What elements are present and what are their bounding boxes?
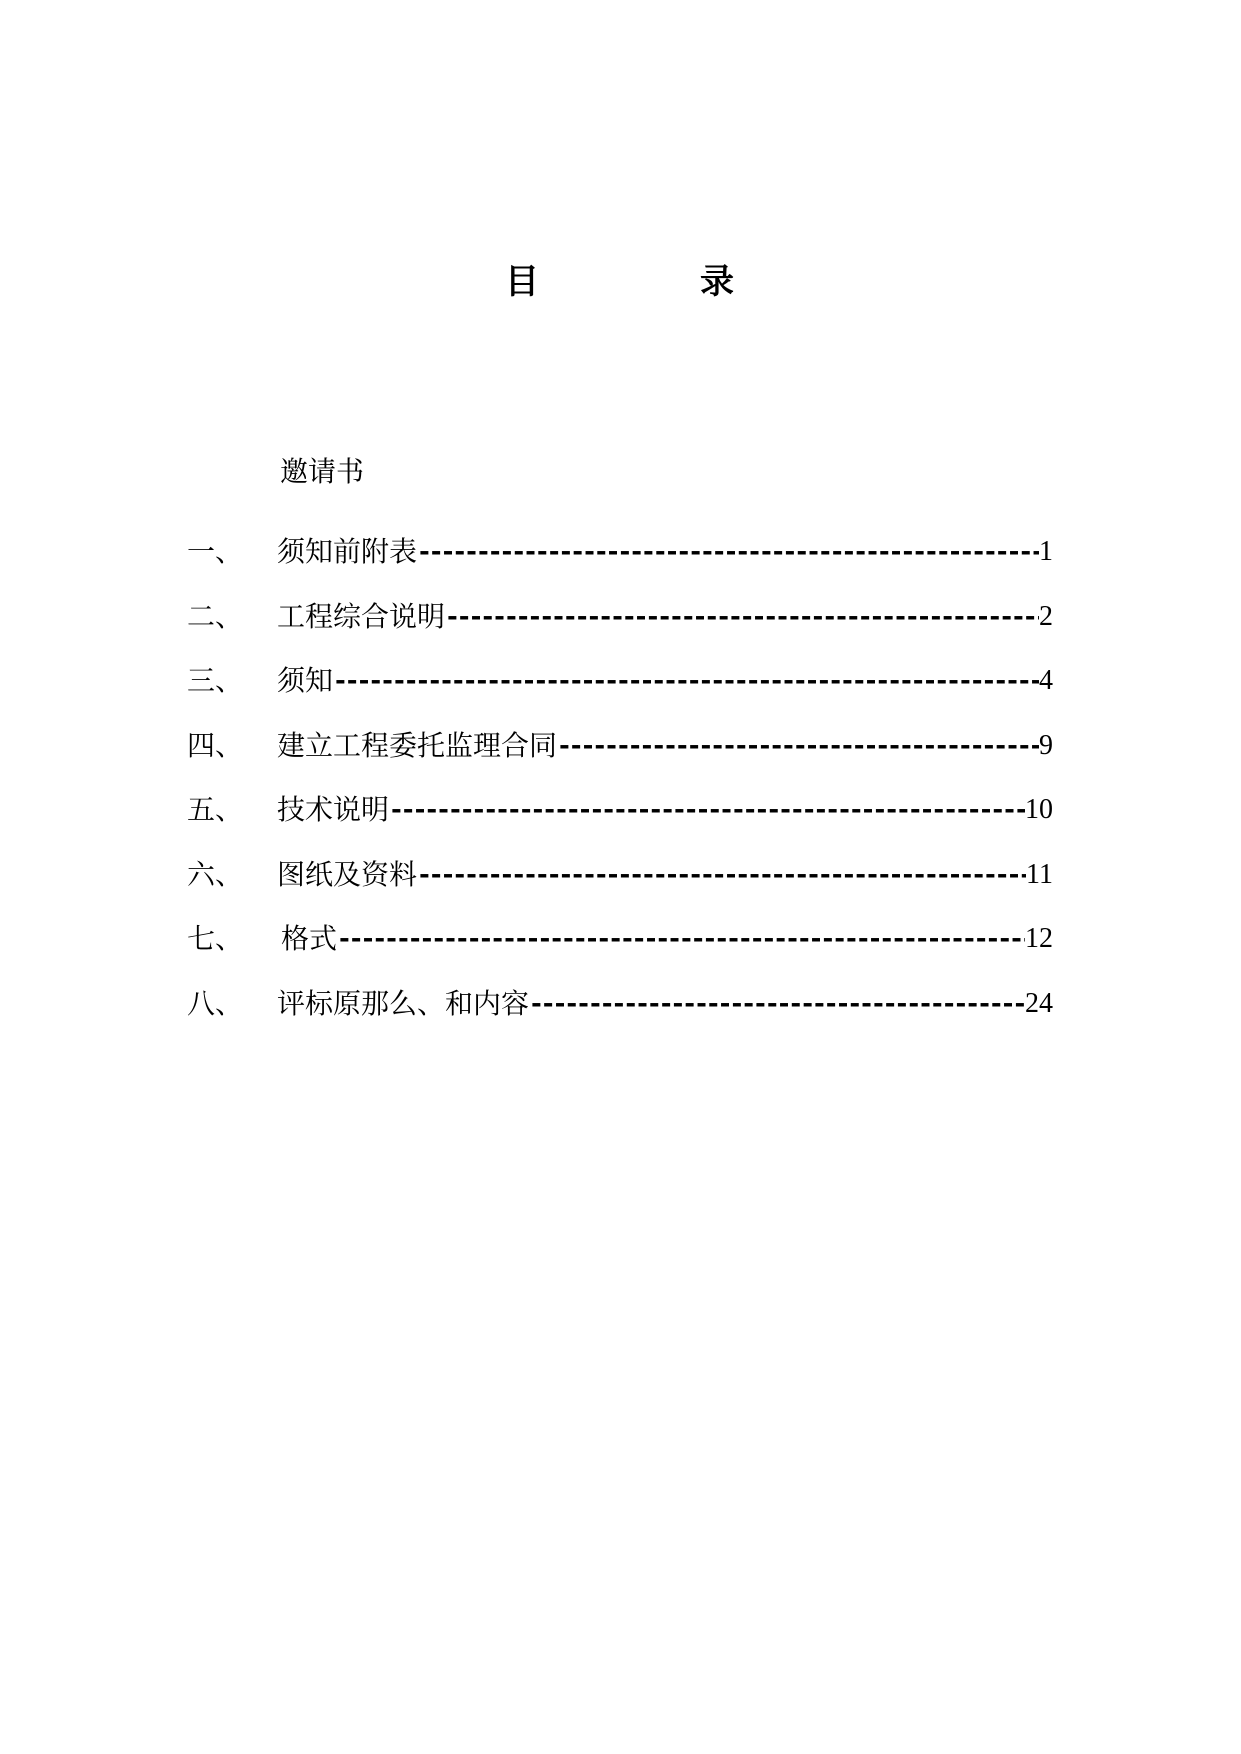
toc-entry-number: 二、 [187,599,244,633]
toc-entry-title: 须知前附表 [277,535,418,569]
toc-entry [187,585,1053,650]
toc-entry-title: 图纸及资料 [277,857,418,891]
toc-entry-page: 4 [1039,665,1053,697]
toc-entry-number: 八、 [187,986,244,1020]
toc-intro-line: 邀请书 [280,455,365,488]
toc-leader-dashes [529,984,1025,1024]
toc-entry-title: 格式 [281,922,338,956]
toc-title-char-2: 录 [700,262,734,302]
toc-entry-title: 评标原那么、和内容 [277,986,530,1020]
toc-entry-page: 24 [1025,987,1053,1019]
toc-entry-title: 须知 [277,664,334,698]
toc-entry-page: 9 [1039,729,1053,761]
toc-leader-dashes [417,532,1039,572]
toc-leader-dashes [337,919,1025,959]
toc-entry [187,714,1053,779]
toc-entry [187,972,1053,1037]
toc-entry [187,843,1053,908]
toc-entry-title: 技术说明 [277,793,390,827]
toc-entry-number: 四、 [187,728,244,762]
toc-entry-title: 工程综合说明 [277,599,446,633]
toc-entry-page: 11 [1026,858,1053,890]
toc-leader-dashes [445,597,1039,637]
toc-entry-number: 六、 [187,857,244,891]
toc-leader-dashes [417,855,1026,895]
toc-entry [187,520,1053,585]
toc-leader-dashes [389,790,1025,830]
toc-entry [187,778,1053,843]
toc-entry-number: 一、 [187,535,244,569]
toc-entry-number: 三、 [187,664,244,698]
toc-entry [187,907,1053,972]
toc-title [0,258,1241,306]
toc-entry-page: 1 [1039,536,1053,568]
toc-leader-dashes [333,661,1039,701]
toc-entry [187,649,1053,714]
toc-leader-dashes [557,726,1039,766]
toc-entry-number: 七、 [187,922,244,956]
toc-entry-page: 12 [1025,923,1053,955]
toc-entry-title: 建立工程委托监理合同 [277,728,558,762]
toc-title-char-1: 目 [505,262,539,302]
toc-list [187,520,1053,1036]
toc-entry-page: 2 [1039,600,1053,632]
toc-entry-number: 五、 [187,793,244,827]
toc-entry-page: 10 [1025,794,1053,826]
